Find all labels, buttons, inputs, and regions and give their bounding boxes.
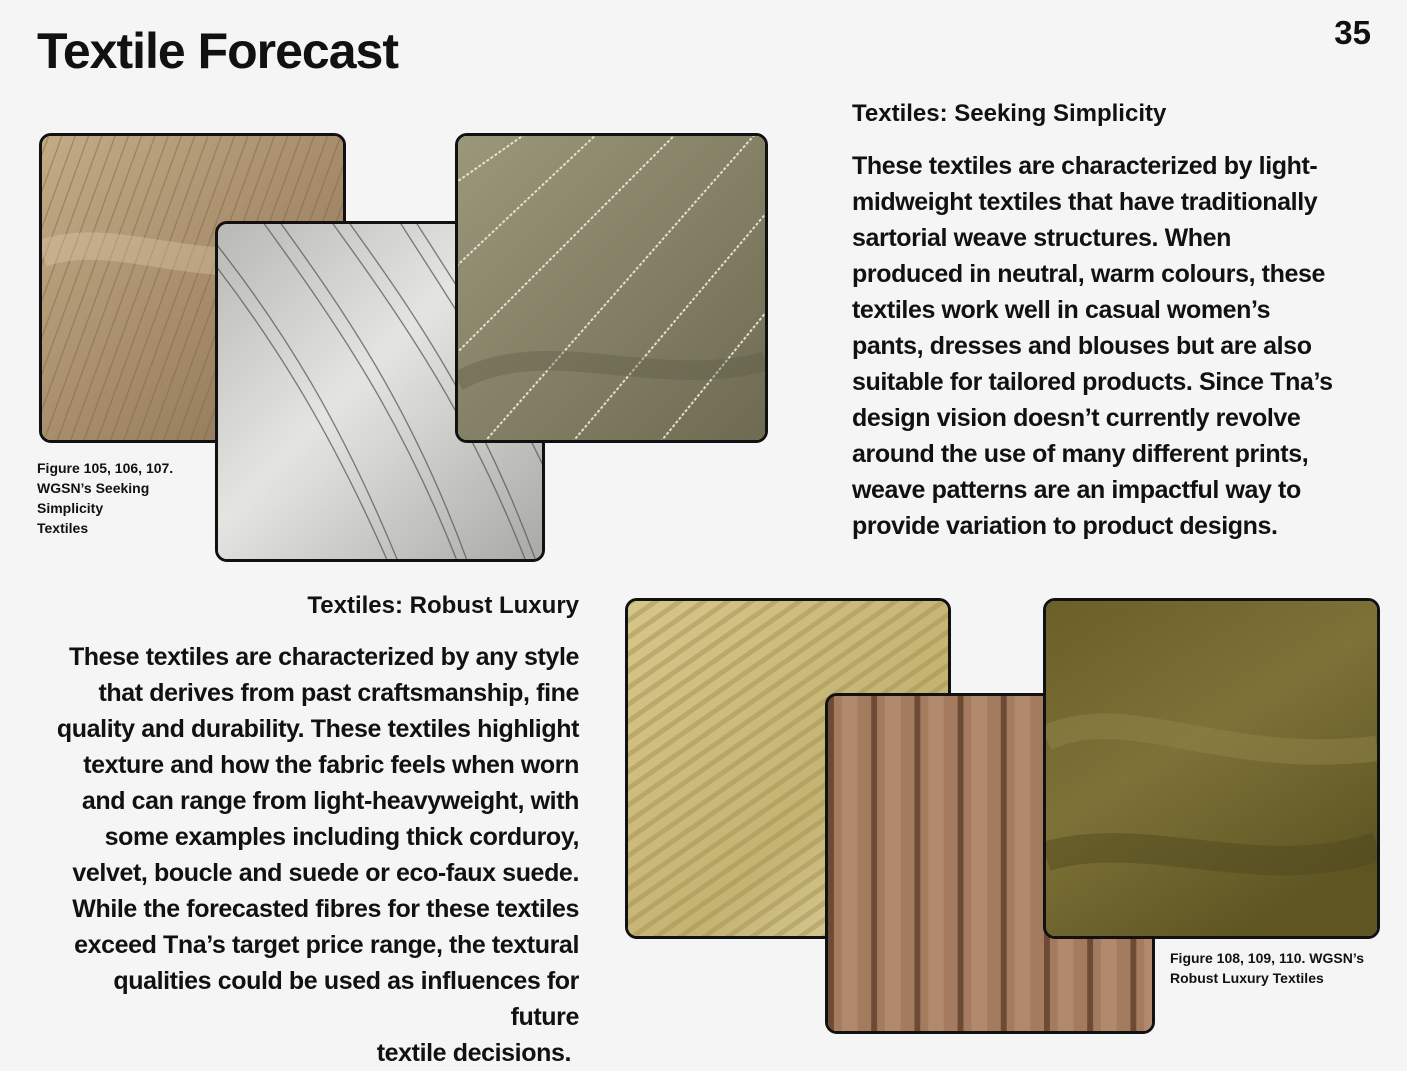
text-line: suitable for tailored products. Since Tna’s [852, 368, 1333, 396]
olive-pinstripe-swatch-image [455, 133, 768, 443]
caption-line: Figure 108, 109, 110. WGSN’s [1170, 950, 1365, 966]
robust-luxury-heading: Textiles: Robust Luxury [307, 592, 579, 619]
text-line: around the use of many different prints, [852, 440, 1309, 468]
text-line: provide variation to product designs. [852, 512, 1278, 540]
seeking-simplicity-heading: Textiles: Seeking Simplicity [852, 100, 1167, 127]
text-line: quality and durability. These textiles highlight [56, 715, 579, 743]
text-line: qualities could be used as influences for future [113, 967, 579, 1031]
seeking-simplicity-caption [37, 458, 217, 538]
text-line: textile decisions. [376, 1039, 571, 1067]
text-line: some examples including thick corduroy, [104, 823, 579, 851]
seeking-simplicity-text [852, 148, 1372, 544]
text-line: exceed Tna’s target price range, the textural [74, 931, 579, 959]
text-line: These textiles are characterized by any style [68, 643, 579, 671]
page-number: 35 [1334, 14, 1371, 51]
caption-line: Robust Luxury Textiles [1170, 970, 1324, 986]
text-line: and can range from light-heavyweight, with [81, 787, 579, 815]
text-line: design vision doesn’t currently revolve [852, 404, 1301, 432]
text-line: that derives from past craftsmanship, fine [98, 679, 579, 707]
text-line: These textiles are characterized by light- [852, 152, 1318, 180]
text-line: midweight textiles that have traditionally [852, 188, 1318, 216]
caption-line: WGSN’s Seeking Simplicity [37, 480, 150, 516]
text-line: While the forecasted fibres for these textiles [72, 895, 579, 923]
page-title: Textile Forecast [37, 23, 399, 79]
robust-luxury-caption [1170, 948, 1390, 988]
text-line: textiles work well in casual women’s [852, 296, 1271, 324]
text-line: velvet, boucle and suede or eco-faux suede. [72, 859, 579, 887]
text-line: texture and how the fabric feels when worn [83, 751, 579, 779]
text-line: pants, dresses and blouses but are also [852, 332, 1312, 360]
caption-line: Figure 105, 106, 107. [37, 460, 174, 476]
olive-suede-swatch-image [1043, 598, 1380, 939]
text-line: sartorial weave structures. When [852, 224, 1232, 252]
text-line: weave patterns are an impactful way to [852, 476, 1301, 504]
caption-line: Textiles [37, 520, 89, 536]
text-line: produced in neutral, warm colours, these [852, 260, 1325, 288]
robust-luxury-text [39, 639, 579, 1071]
